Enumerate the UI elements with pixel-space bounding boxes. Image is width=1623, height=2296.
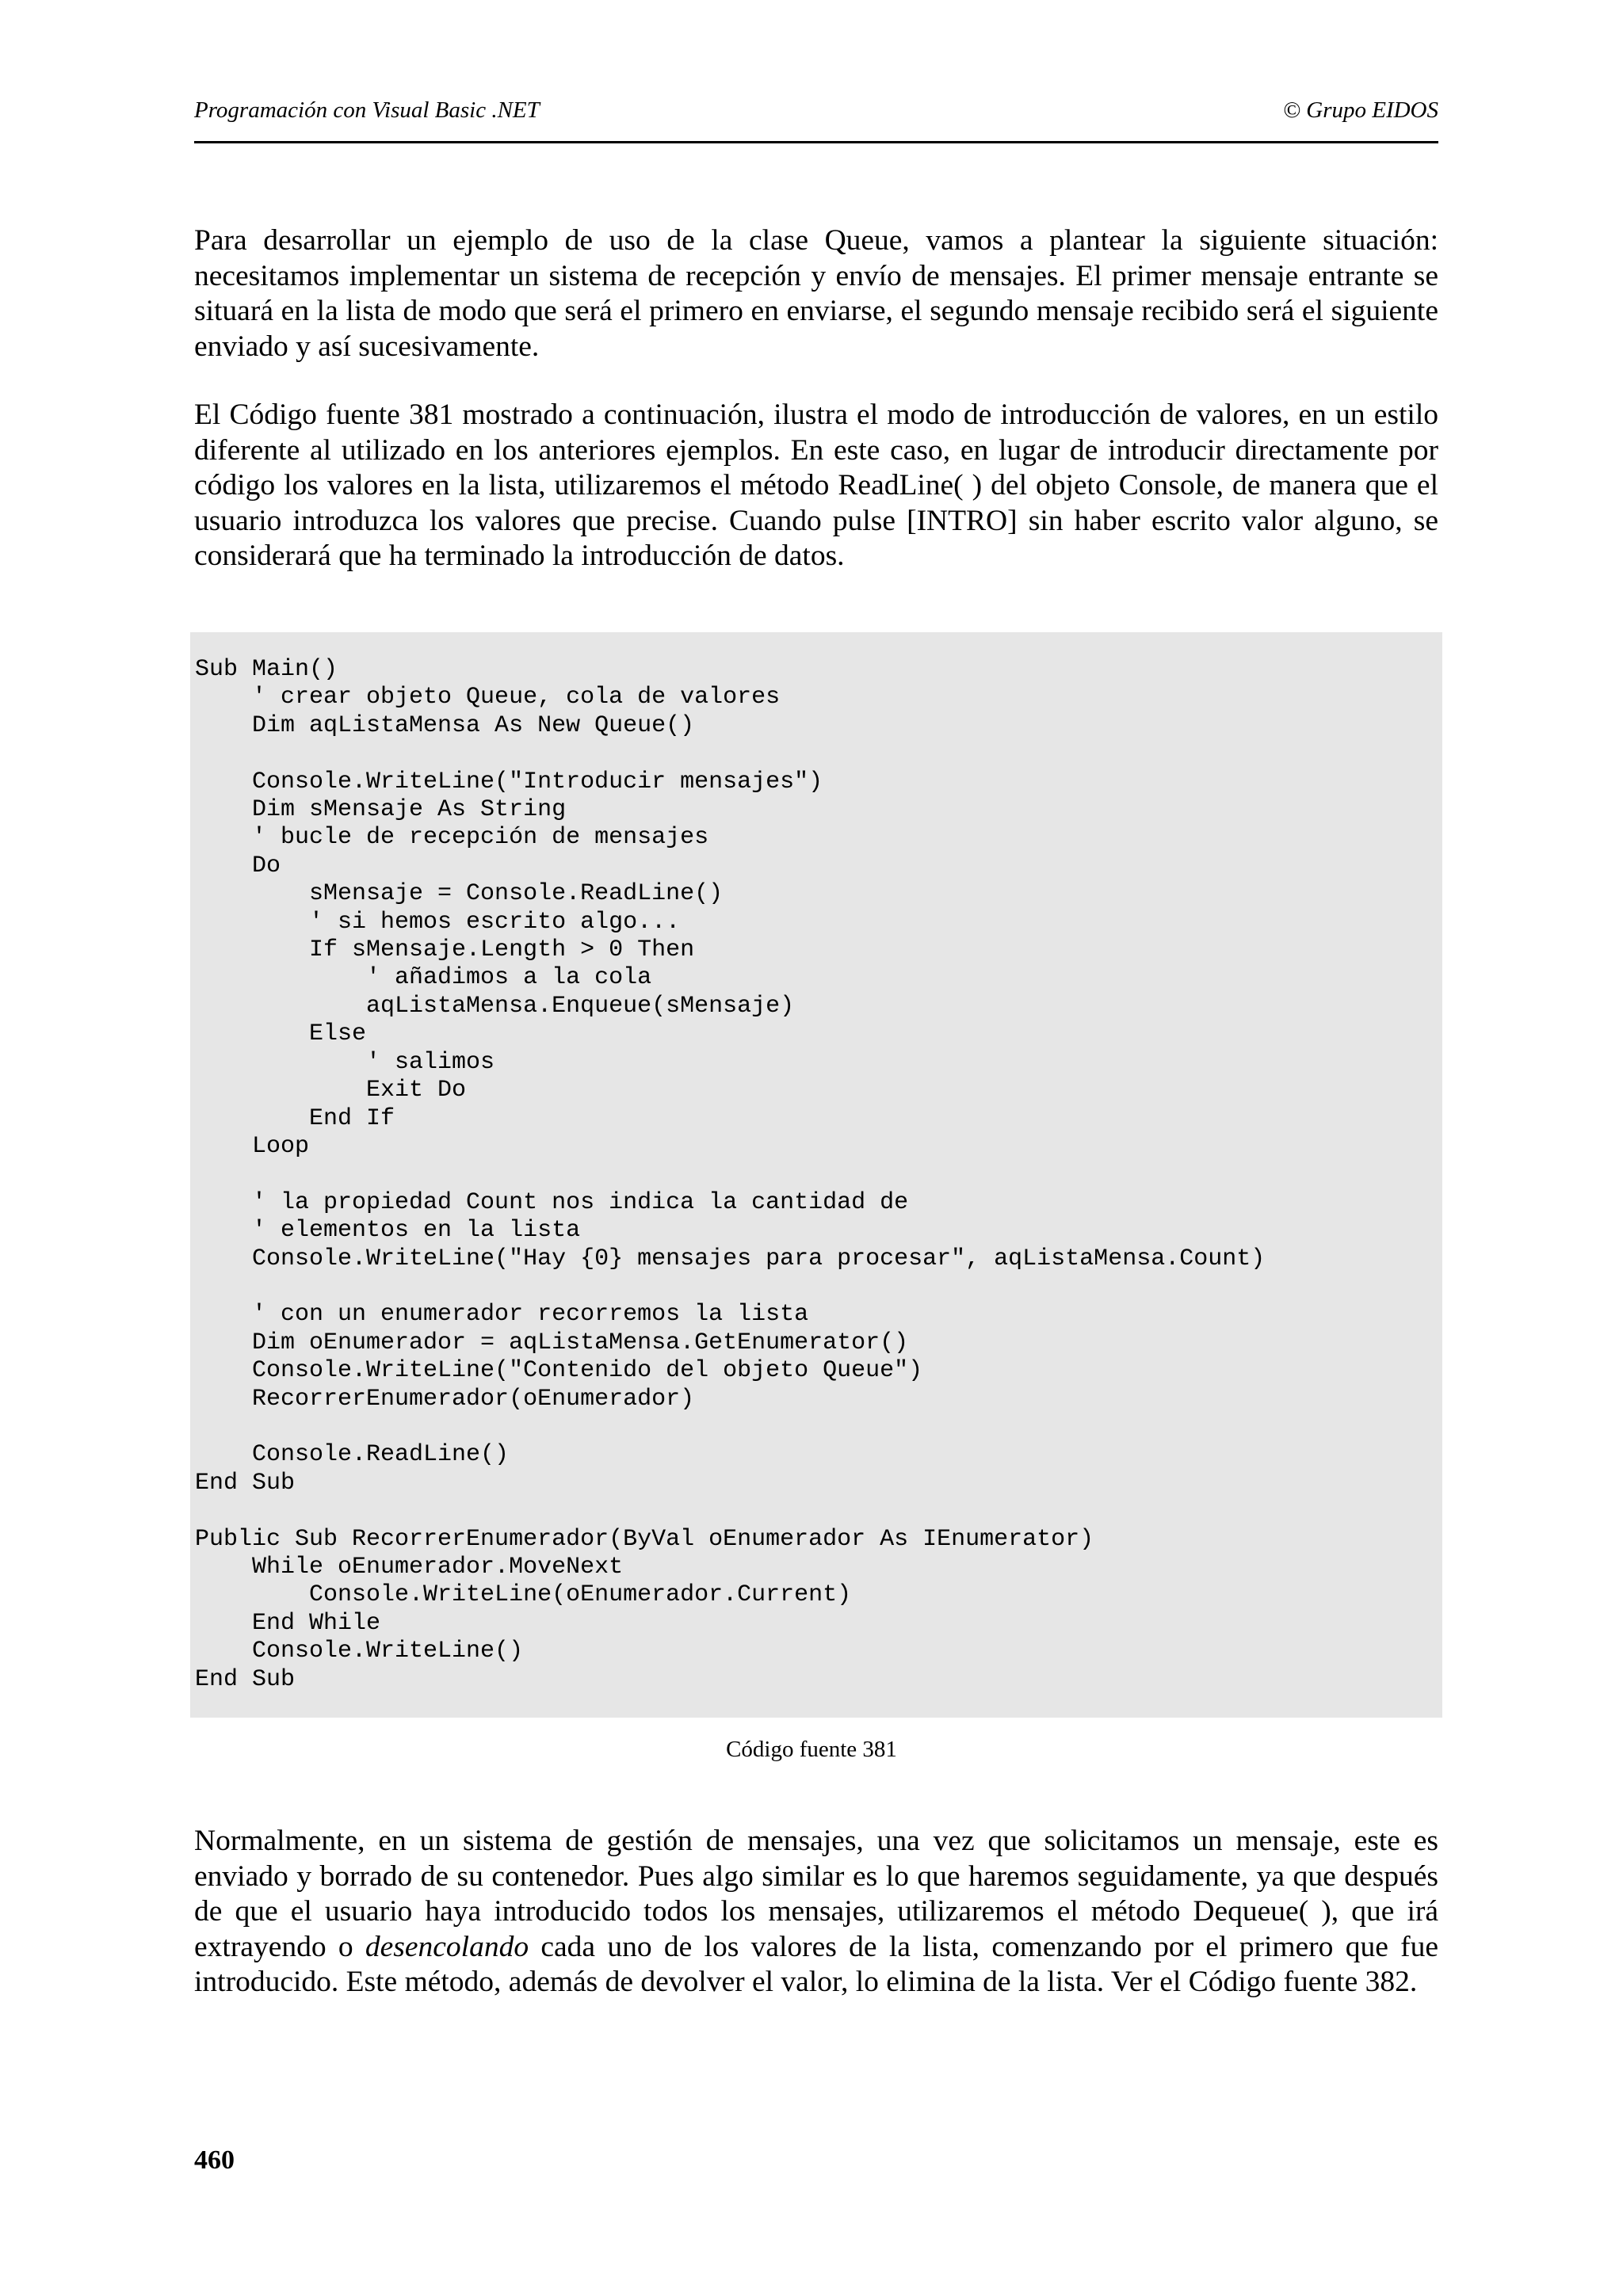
code-listing: Sub Main() ' crear objeto Queue, cola de valores Dim aqListaMensa As New Queue() Console.WriteLine("Introducir mensajes") Dim sMensaje As String ' bucle de recepción de mensajes Do sMensaje = Console.ReadLine() ' si hemos escrito algo... If sMensaje.Length > 0 Then ' añadimos a la cola aqListaMensa.Enqueue(sMensaje) Else ' salimos Exit Do End If Loop ' la propiedad Count nos indica la cantidad de ' elementos en la lista Console.WriteLine("Hay {0} mensajes para procesar", aqListaMensa.Count) ' con un enumerador recorremos la lista Dim oEnumerador = aqListaMensa.GetEnumerator() Console.WriteLine("Contenido del objeto Queue") RecorrerEnumerador(oEnumerador) Console.ReadLine() End Sub Public Sub RecorrerEnumerador(ByVal oEnumerador As IEnumerator) While oEnumerador.MoveNext Console.WriteLine(oEnumerador.Current) End While Console.WriteLine() End Sub bbox=[195, 656, 1266, 1693]
code-block bbox=[190, 632, 1442, 1718]
page-number: 460 bbox=[194, 2145, 235, 2175]
code-caption: Código fuente 381 bbox=[726, 1737, 897, 1762]
paragraph-intro: Para desarrollar un ejemplo de uso de la clase Queue, vamos a plantear la siguiente situación: necesitamos implementar un sistema de recepción y envío de mensajes. El primer mensaje entrante se situará en la lista de modo que será el primero en enviarse, el segundo mensaje recibido será el siguiente enviado y así sucesivamente. bbox=[194, 224, 1438, 363]
page-header bbox=[194, 93, 1438, 143]
paragraph-dequeue bbox=[194, 1824, 1438, 2000]
publisher: © Grupo EIDOS bbox=[1282, 97, 1438, 123]
paragraph-text-start: Normalmente, en un sistema de gestión de mensajes, una vez que solicitamos un mensaje, este es enviado y borrado de su contenedor. Pues algo similar es lo que haremos seguidamente, ya que después de que el usuario haya introducido todos los mensajes, utilizaremos el método Dequeue( ), que irá extrayendo o bbox=[194, 1825, 1438, 1963]
italic-term: desencolando bbox=[365, 1930, 529, 1963]
paragraph-text-end: cada uno de los valores de la lista, comenzando por el primero que fue introducido. Este método, además de devolver el valor, lo elimina de la lista. Ver el Código fuente 382. bbox=[194, 1930, 1439, 1998]
book-title: Programación con Visual Basic .NET bbox=[194, 97, 540, 123]
paragraph-code-description: El Código fuente 381 mostrado a continuación, ilustra el modo de introducción de valores, en un estilo diferente al utilizado en los anteriores ejemplos. En este caso, en lugar de introducir directamente por código los valores en la lista, utilizaremos el método ReadLine( ) del objeto Console, de manera que el usuario introduzca los valores que precise. Cuando pulse [INTRO] sin haber escrito valor alguno, se considerará que ha terminado la introducción de datos. bbox=[194, 399, 1438, 572]
